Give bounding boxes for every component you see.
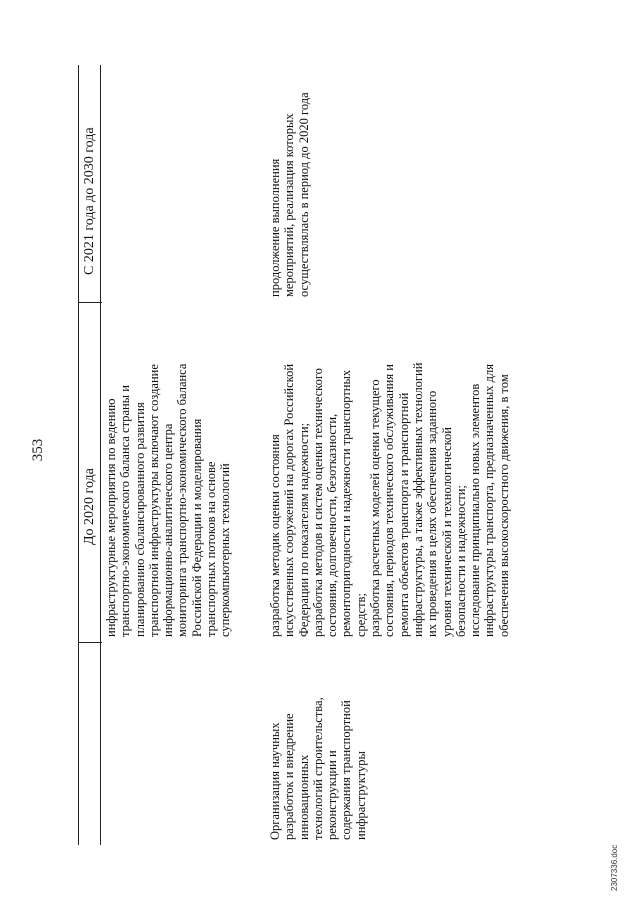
text-line: состояния, периодов технического обслуживания и — [382, 364, 397, 637]
text-line: содержания транспортной — [339, 700, 354, 840]
text-line: Российской Федерации и моделирования — [189, 418, 204, 637]
text-line: уровня технической и технологической — [439, 427, 454, 637]
text-line: инновационных — [296, 754, 311, 840]
row2-col2 — [268, 307, 511, 637]
text-line: осуществлялась в период до 2020 года — [296, 92, 311, 297]
text-line: разработка методов и систем оценки технического — [310, 368, 325, 637]
text-line: инфраструктурные мероприятия по ведению — [104, 398, 118, 637]
column-divider-2 — [78, 302, 102, 303]
text-line: транспортно-экономического баланса страны и — [118, 385, 133, 637]
text-line: суперкомпьютерных технологий — [218, 463, 233, 637]
page-number: 353 — [30, 438, 46, 462]
text-line: мониторинга транспортно-экономического баланса — [175, 363, 190, 637]
text-line: разработка расчетных моделей оценки текущего — [368, 379, 383, 637]
text-line: информационно-аналитического центра — [161, 423, 176, 637]
text-line: продолжение выполнения — [268, 158, 282, 297]
text-line: их проведения в целях обеспечения заданного — [425, 390, 440, 637]
text-line: транспортных потоков на основе — [204, 461, 219, 637]
text-line: планированию сбалансированного развития — [132, 402, 147, 637]
text-line: ремонта объектов транспорта и транспортной — [396, 392, 411, 637]
text-line: Организация научных — [268, 722, 282, 840]
text-line: инфраструктуры транспорта, предназначенных для — [482, 363, 497, 637]
text-line: разработок и внедрение — [282, 713, 297, 840]
text-line: искусственных сооружений на дорогах Российской — [282, 363, 297, 637]
text-line: состояния, долговечности, безотказности, — [325, 413, 340, 637]
header-col2: До 2020 года — [82, 468, 97, 545]
text-line: транспортной инфраструктуры включают создание — [146, 364, 161, 637]
row2-col1 — [268, 645, 368, 840]
text-line: средств; — [353, 593, 368, 637]
table-header-rule — [100, 65, 101, 845]
column-divider-1 — [78, 642, 102, 643]
text-line: Федерации по показателям надежности; — [296, 423, 311, 637]
text-line: безопасности и надежности; — [453, 485, 468, 637]
text-line: инфраструктуры, а также эффективных технологий — [410, 362, 425, 637]
row1-col2 — [104, 307, 233, 637]
text-line: технологий строительства, — [310, 697, 325, 840]
row2-col3 — [268, 57, 311, 297]
text-line: разработка методик оценки состояния — [268, 434, 282, 637]
text-line: обеспечения высокоскоростного движения, в том — [496, 374, 511, 637]
text-line: реконструкции и — [325, 750, 340, 840]
table-top-rule — [78, 65, 79, 845]
text-line: инфраструктуры — [353, 751, 368, 840]
text-line: исследование принципиально новых элементов — [468, 383, 483, 637]
text-line: мероприятий, реализация которых — [282, 113, 297, 297]
header-col3: С 2021 года до 2030 года — [82, 127, 97, 275]
text-line: ремонтопригодности и надежности транспортных — [339, 369, 354, 637]
document-filename: 2307336.doc — [610, 844, 619, 891]
